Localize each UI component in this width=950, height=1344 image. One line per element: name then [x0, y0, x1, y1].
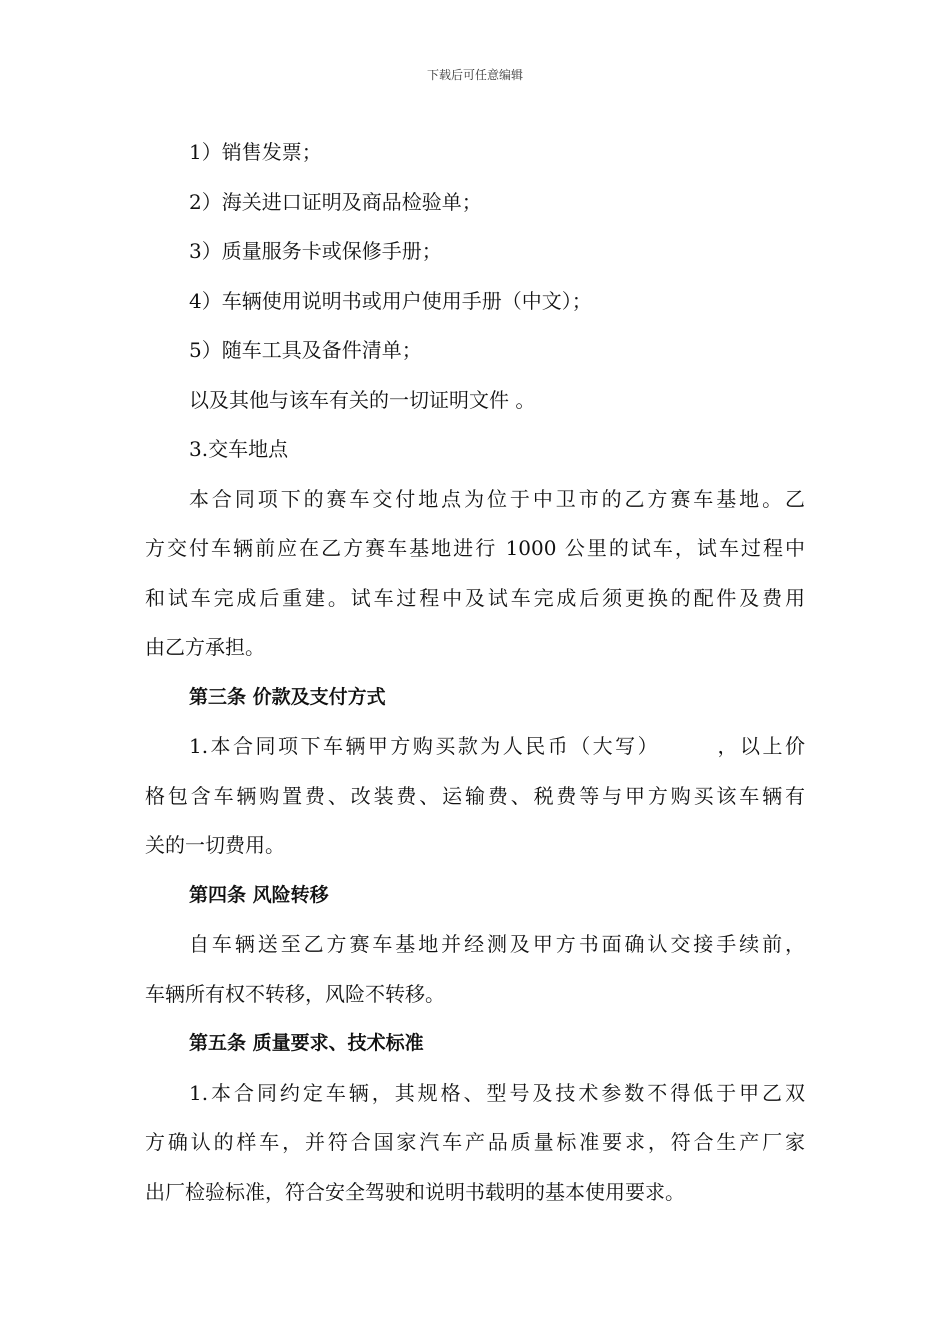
paragraph-line: 格包含车辆购置费、改装费、运输费、税费等与甲方购买该车辆有	[145, 783, 805, 808]
subsection-heading: 3.交车地点	[189, 437, 289, 461]
paragraph-line: 关的一切费用。	[145, 833, 285, 857]
section-heading-article-5: 第五条 质量要求、技术标准	[189, 1032, 424, 1054]
document-body	[145, 128, 805, 1217]
paragraph-line: 本合同项下的赛车交付地点为位于中卫市的乙方赛车基地。乙	[189, 486, 805, 511]
section-heading-article-3: 第三条 价款及支付方式	[189, 685, 386, 708]
list-item-3: 3）质量服务卡或保修手册；	[189, 239, 442, 263]
paragraph-line: 方确认的样车，并符合国家汽车产品质量标准要求，符合生产厂家	[145, 1130, 805, 1154]
paragraph-line: 出厂检验标准，符合安全驾驶和说明书载明的基本使用要求。	[145, 1179, 685, 1204]
paragraph-line: 和试车完成后重建。试车过程中及试车完成后须更换的配件及费用	[145, 585, 805, 610]
page-header: 下载后可任意编辑	[426, 68, 523, 82]
paragraph-line: 方交付车辆前应在乙方赛车基地进行 1000 公里的试车，试车过程中	[145, 536, 805, 560]
list-item-2: 2）海关进口证明及商品检验单；	[189, 189, 482, 214]
list-item-4: 4）车辆使用说明书或用户使用手册（中文）；	[189, 288, 592, 313]
paragraph-line: 以及其他与该车有关的一切证明文件 。	[189, 387, 536, 412]
list-item-5: 5）随车工具及备件清单；	[189, 338, 422, 362]
paragraph-line: 1.本合同项下车辆甲方购买款为人民币（大写） ，以上价	[189, 734, 805, 758]
paragraph-line: 1.本合同约定车辆，其规格、型号及技术参数不得低于甲乙双	[189, 1080, 805, 1105]
list-item-1: 1）销售发票；	[189, 140, 322, 164]
paragraph-line: 由乙方承担。	[145, 635, 265, 659]
paragraph-line: 车辆所有权不转移，风险不转移。	[145, 981, 445, 1006]
paragraph-line: 自车辆送至乙方赛车基地并经测及甲方书面确认交接手续前，	[189, 932, 805, 956]
section-heading-article-4: 第四条 风险转移	[189, 883, 329, 906]
